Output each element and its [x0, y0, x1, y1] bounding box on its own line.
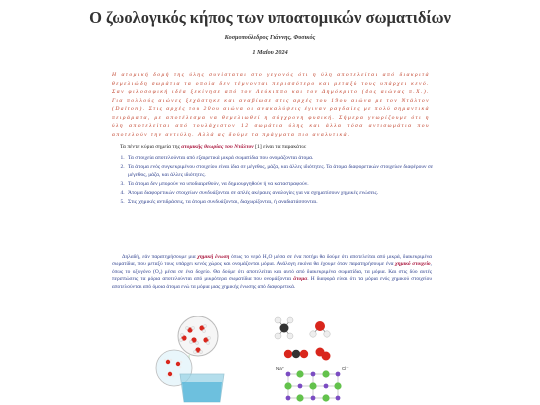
principle-item: 1. Τα στοιχεία αποτελούνται από εξαιρετικά μικρά σωματίδια που ονομάζονται άτομα. [126, 155, 444, 163]
oxygen-molecule [316, 348, 331, 361]
chloride-ion-label: Cl⁻ [342, 366, 349, 371]
intro-text-after: [1] είναι τα παρακάτω: [253, 144, 307, 150]
water-molecule [310, 321, 330, 337]
principle-item: 4. Άτομα διαφορετικών στοιχείων συνδυάζονται σε απλές ακέραιες αναλογίες για να σχηματίσουν χημικές ενώσεις. [126, 190, 444, 198]
date-line: 1 Μαΐου 2024 [252, 49, 288, 56]
page-title: Ο ζωολογικός κήπος των υποατομικών σωματιδίων [89, 8, 451, 27]
principles-list [114, 155, 444, 209]
intro-text-before: Τα πέντε κύρια σημεία της [120, 144, 182, 150]
sodium-ion-label: Na⁺ [276, 366, 285, 371]
para-text: , όπως το οξυγόνο (O₂) μέσα σε ένα δοχείο. Θα δούμε ότι αποτελείται και αυτό από διακεκριμένα σωματίδια, τα μόρια. Και στις δύο αυτές περιπτώσεις τα μόρια αποτελούνται από μικρότερα σωματίδια που ονομάζονται [112, 261, 432, 283]
intro-sentence [120, 144, 420, 150]
principle-item: 3. Τα άτομα δεν μπορούν να υποδιαιρεθούν, να δημιουργηθούν ή να καταστραφούν. [126, 181, 444, 189]
para-text: . Η διαφορά είναι ότι τα μόρια ενός χημικού στοιχείου αποτελούνται από όμοια άτομα ενώ τα μόρια μιας χημικής ένωσης από διαφορετικά. [112, 276, 432, 290]
methane-molecule [275, 317, 293, 339]
sodium-chloride-lattice [284, 370, 341, 401]
principle-item: 5. Στις χημικές αντιδράσεις, τα άτομα συνδυάζονται, διαχωρίζονται, ή αναδιατάσσονται. [126, 199, 444, 207]
chemical-element-term: χημικό στοιχείο [395, 261, 431, 268]
carbon-dioxide-molecule [284, 350, 308, 358]
water-glass-illustration [150, 316, 260, 405]
dalton-theory-highlight: ατομικής θεωρίας του Ντάλτον [181, 144, 254, 150]
water-in-glass [182, 382, 222, 402]
author-line: Κοσμοπούλεδρος Γιάννης, Φυσικός [224, 34, 316, 41]
para-text: όπως το νερό H₂O μέσα σε ένα ποτήρι θα δούμε ότι αποτελείται από μικρά, διακεκριμένα σωματίδια, που μεταξύ τους υπάρχει κενός χώρος και ονομάζονται μόρια. Ανάλογη εικόνα θα έχουμε όταν παρατηρήσουμε ένα [112, 254, 432, 268]
para-text: Δηλαδή, εάν παρατηρήσουμε μια [122, 254, 198, 260]
atoms-term: άτομα [293, 276, 308, 283]
chemical-compound-term: χημική ένωση [197, 254, 230, 260]
molecules-illustration [268, 312, 398, 405]
abstract: Η ατομική δομή της ύλης συνίσταται στο γεγονός ότι η ύλη αποτελείται από διακριτά θεμελιώδη σωμάτια τα οποία δεν τέμνονται περισσότερο και μεταξύ τους υπάρχει κενό. Σαν φιλοσοφική ιδέα ξεκίνησε από τον Λεύκιππο και τον Δημόκριτο (4ος αιώνας π.Χ.). Για πολλούς αιώνες ξεχάστηκε και αναβίωσε στις αρχές του 19ου αιώνα με τον Ντάλτον (Dalton). Στις αρχές του 20ου αιώνα οι ανακαλύψεις έγιναν ραγδαίες με πολύ σημαντικά πειράματα, με αποτέλεσμα να θεμελιωθεί η σύγχρονη φυσική. Σήμερα γνωρίζουμε ότι η ύλη αποτελείται από τουλάχιστον 12 σωμάτια ύλης και άλλα τόσα αντισωμάτια που αποτελούν την αντιύλη. Αλλά ας δούμε τα πράγματα πιο αναλυτικά. [112, 72, 430, 138]
principle-item: 2. Τα άτομα ενός συγκεκριμένου στοιχείου είναι ίδια σε μέγεθος, μάζα, και άλλες ιδιότητες. Τα άτομα διαφορετικών στοιχείων διαφέρουν σε μέγεθος, μάζα, και άλλες ιδιότητες. [126, 164, 444, 179]
body-paragraph [112, 254, 432, 291]
